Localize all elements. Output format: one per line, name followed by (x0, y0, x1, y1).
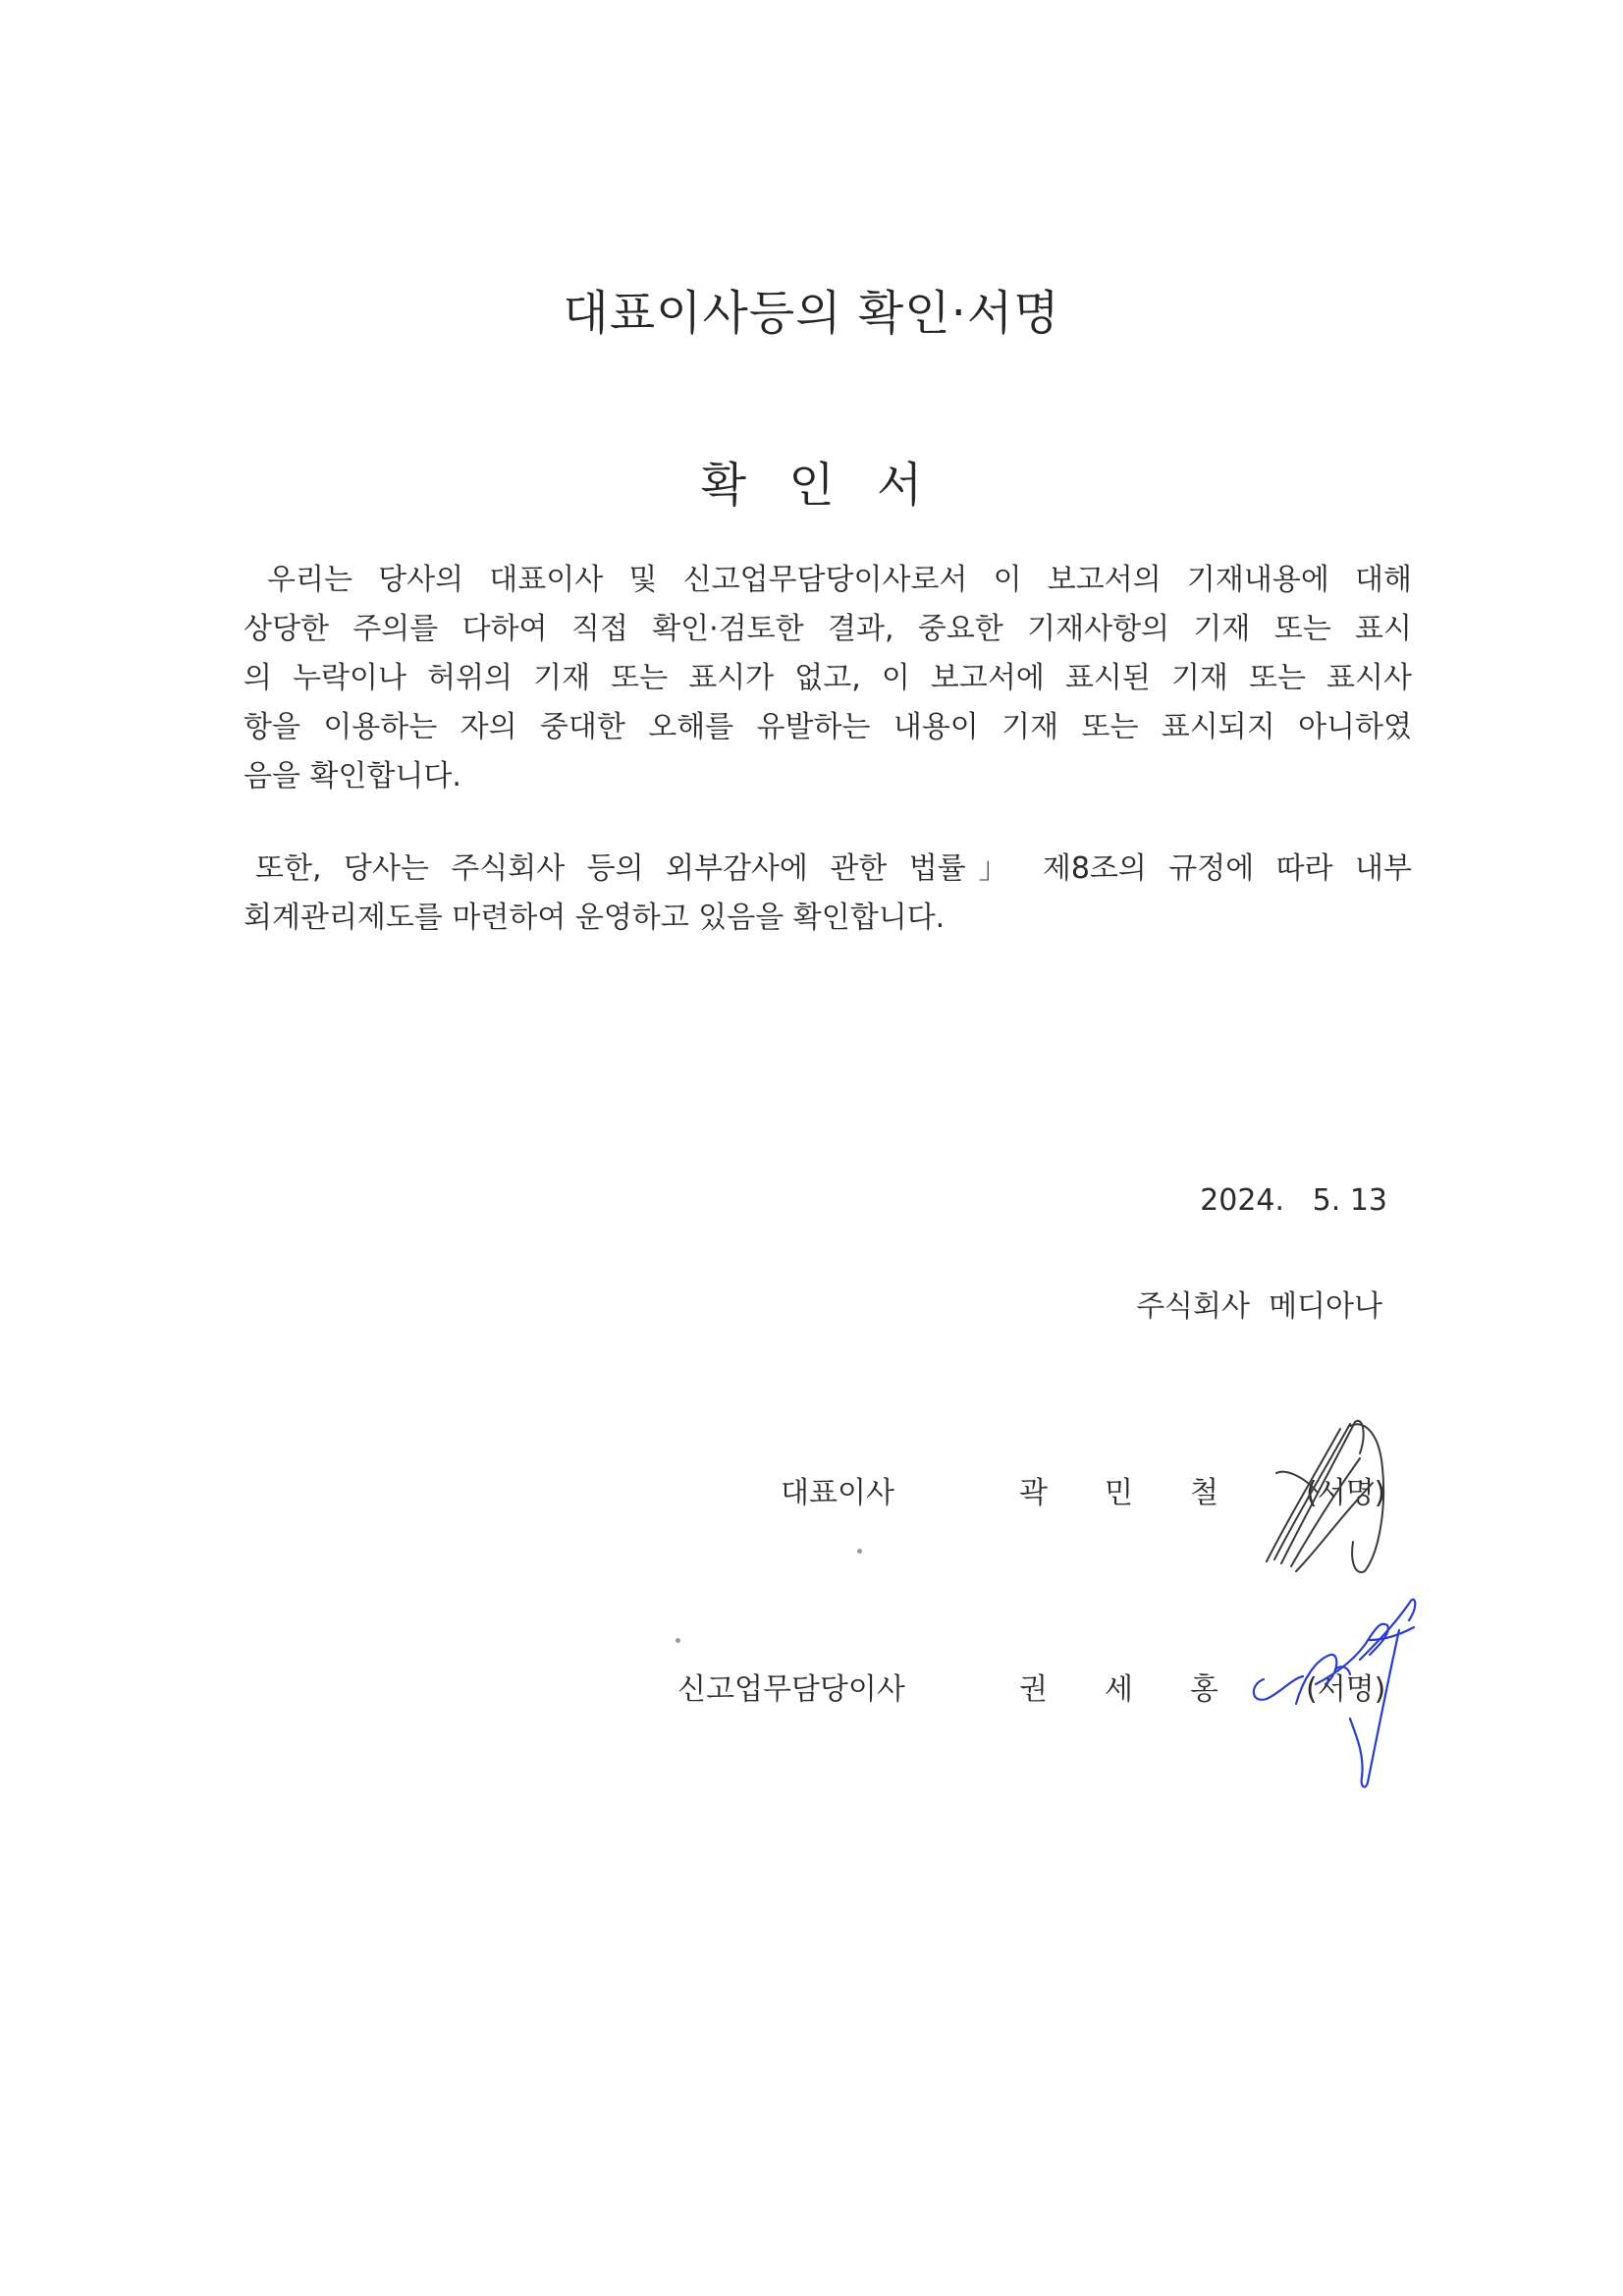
company-name: 주식회사 메디아나 (1136, 1289, 1382, 1324)
ceo-signature-mark: (서명) (1306, 1476, 1386, 1510)
document-subtitle: 확 인 서 (700, 458, 923, 513)
cfo-role-label: 신고업무담당이사 (677, 1672, 905, 1707)
ceo-handwritten-signature (1257, 1414, 1394, 1581)
document-date: 2024. 5. 13 (1200, 1183, 1387, 1218)
paragraph-line: 회계관리제도를 마련하여 운영하고 있음을 확인합니다. (243, 901, 946, 935)
ceo-name: 곽민철 (1019, 1476, 1275, 1510)
scan-speck (857, 1549, 862, 1554)
cfo-handwritten-signature (1242, 1586, 1443, 1797)
ceo-signature-strokes (1267, 1421, 1386, 1572)
ceo-role-label: 대표이사 (781, 1476, 894, 1510)
cfo-signature-strokes (1254, 1600, 1415, 1787)
cfo-name: 권세홍 (1019, 1672, 1275, 1707)
paragraph-line: 또한, 당사는 주식회사 등의 외부감사에 관한 법률」 제8조의 규정에 따라 내부 (255, 851, 1412, 886)
document-title: 대표이사등의 확인·서명 (563, 286, 1060, 341)
paragraph-line: 음을 확인합니다. (243, 759, 461, 793)
paragraph-line: 의 누락이나 허위의 기재 또는 표시가 없고, 이 보고서에 표시된 기재 또는 표시사 (243, 661, 1412, 695)
cfo-signature-mark: (서명) (1306, 1672, 1386, 1707)
internal-control-paragraph (243, 845, 1412, 943)
paragraph-line: 항을 이용하는 자의 중대한 오해를 유발하는 내용이 기재 또는 표시되지 아니하였 (243, 710, 1412, 744)
scan-speck (676, 1638, 680, 1643)
confirmation-paragraph (243, 556, 1412, 801)
paragraph-line: 상당한 주의를 다하여 직접 확인·검토한 결과, 중요한 기재사항의 기재 또는 표시 (243, 612, 1412, 646)
paragraph-line: 우리는 당사의 대표이사 및 신고업무담당이사로서 이 보고서의 기재내용에 대해 (267, 563, 1412, 597)
